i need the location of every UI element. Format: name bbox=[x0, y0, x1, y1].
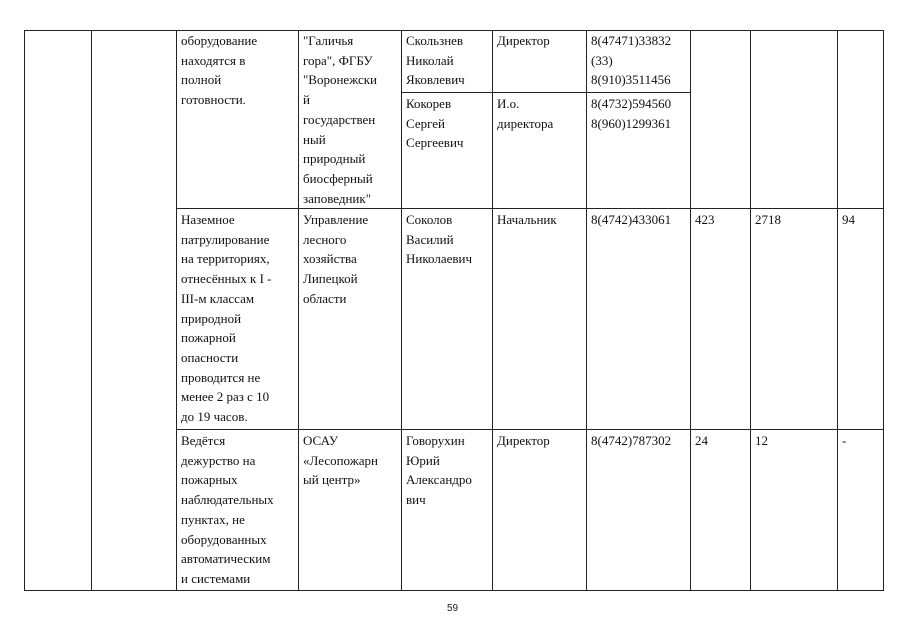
value-cell: 24 bbox=[695, 433, 708, 448]
value-cell: 2718 bbox=[755, 212, 781, 227]
contact-position-cell: И.о. директора bbox=[497, 96, 554, 131]
contact-position-cell: Директор bbox=[497, 33, 550, 48]
contact-position-cell: Директор bbox=[497, 433, 550, 448]
contact-phone-cell: 8(47471)33832 (33) 8(910)3511456 bbox=[591, 33, 672, 88]
table-column-divider bbox=[690, 30, 691, 591]
table-column-divider bbox=[298, 30, 299, 591]
table-row-divider bbox=[176, 429, 884, 430]
contact-phone-cell: 8(4742)787302 bbox=[591, 433, 672, 448]
table-border-left bbox=[24, 30, 25, 591]
table-column-divider bbox=[750, 30, 751, 591]
value-cell: 94 bbox=[842, 212, 855, 227]
value-cell: 423 bbox=[695, 212, 715, 227]
measure-cell: оборудование находятся в полной готовности. bbox=[181, 33, 258, 108]
table-column-divider bbox=[837, 30, 838, 591]
contact-name-cell: Кокорев Сергей Сергеевич bbox=[406, 96, 464, 151]
contact-row-divider bbox=[401, 92, 691, 93]
contact-name-cell: Скользнев Николай Яковлевич bbox=[406, 33, 465, 88]
measure-cell: Наземное патрулирование на территориях, отнесённых к I - III-м классам природной пожарной опасности проводится не менее 2 раз с 10 до 19 часов. bbox=[181, 212, 272, 425]
organization-cell: "Галичья гора", ФГБУ "Воронежски й государствен ный природный биосферный заповедник" bbox=[303, 33, 377, 206]
contact-phone-cell: 8(4742)433061 bbox=[591, 212, 672, 227]
table-column-divider bbox=[401, 30, 402, 591]
table-column-divider bbox=[91, 30, 92, 591]
table-row-divider bbox=[176, 208, 884, 209]
contact-name-cell: Говорухин Юрий Александро вич bbox=[406, 433, 472, 508]
table-column-divider bbox=[176, 30, 177, 591]
contact-position-cell: Начальник bbox=[497, 212, 557, 227]
table-border-right bbox=[883, 30, 884, 591]
contact-name-cell: Соколов Василий Николаевич bbox=[406, 212, 472, 267]
organization-cell: ОСАУ «Лесопожарн ый центр» bbox=[303, 433, 378, 488]
value-cell: 12 bbox=[755, 433, 768, 448]
value-cell: - bbox=[842, 433, 847, 448]
contact-phone-cell: 8(4732)594560 8(960)1299361 bbox=[591, 96, 672, 131]
page-number: 59 bbox=[446, 603, 459, 614]
table-border-bottom bbox=[24, 590, 884, 591]
table-column-divider bbox=[492, 30, 493, 591]
measure-cell: Ведётся дежурство на пожарных наблюдательных пунктах, не оборудованных автоматическим и системами bbox=[181, 433, 274, 586]
organization-cell: Управление лесного хозяйства Липецкой области bbox=[303, 212, 369, 306]
table-column-divider bbox=[586, 30, 587, 591]
